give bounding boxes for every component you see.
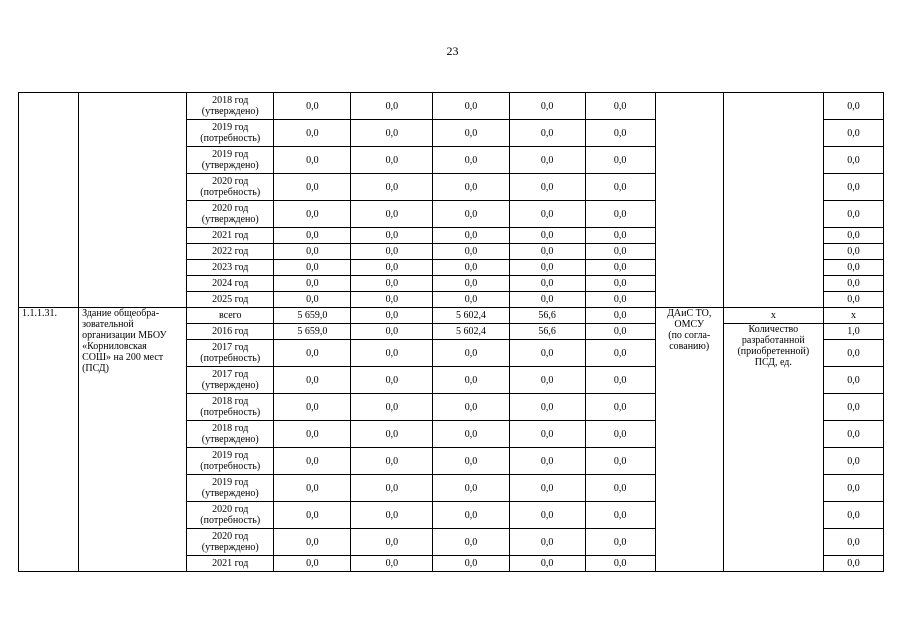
- value-cell: 0,0: [585, 147, 655, 174]
- value-cell: 0,0: [433, 244, 509, 260]
- indicator-value-cell: 0,0: [823, 292, 883, 308]
- value-cell: 0,0: [509, 174, 585, 201]
- value-cell: 0,0: [509, 475, 585, 502]
- year-cell: 2021 год: [187, 228, 274, 244]
- indicator-value-cell: 0,0: [823, 340, 883, 367]
- indicator-value-cell: 0,0: [823, 448, 883, 475]
- value-cell: 0,0: [509, 448, 585, 475]
- value-cell: 0,0: [274, 502, 351, 529]
- indicator-value-cell: х: [823, 308, 883, 324]
- program-table: [18, 92, 884, 572]
- year-cell: 2020 год (утверждено): [187, 529, 274, 556]
- value-cell: 0,0: [585, 448, 655, 475]
- value-cell: 0,0: [509, 529, 585, 556]
- value-cell: 0,0: [274, 421, 351, 448]
- value-cell: 0,0: [433, 448, 509, 475]
- value-cell: 0,0: [433, 421, 509, 448]
- value-cell: 0,0: [509, 421, 585, 448]
- value-cell: 0,0: [585, 324, 655, 340]
- year-cell: 2020 год (потребность): [187, 174, 274, 201]
- item-number-cell: 1.1.1.31.: [19, 308, 79, 572]
- executor-cell: [655, 93, 723, 308]
- indicator-value-cell: 0,0: [823, 147, 883, 174]
- value-cell: 0,0: [433, 502, 509, 529]
- year-cell: 2017 год (потребность): [187, 340, 274, 367]
- value-cell: 0,0: [351, 324, 433, 340]
- value-cell: 0,0: [274, 228, 351, 244]
- year-cell: 2023 год: [187, 260, 274, 276]
- indicator-value-cell: 0,0: [823, 475, 883, 502]
- value-cell: 0,0: [585, 174, 655, 201]
- value-cell: 0,0: [274, 475, 351, 502]
- value-cell: 0,0: [274, 556, 351, 572]
- value-cell: 0,0: [274, 174, 351, 201]
- value-cell: 0,0: [433, 147, 509, 174]
- item-number-cell: [19, 93, 79, 308]
- year-cell: 2018 год (утверждено): [187, 421, 274, 448]
- value-cell: 0,0: [433, 394, 509, 421]
- value-cell: 0,0: [509, 201, 585, 228]
- value-cell: 0,0: [509, 292, 585, 308]
- value-cell: 0,0: [433, 367, 509, 394]
- value-cell: 0,0: [585, 394, 655, 421]
- value-cell: 0,0: [274, 340, 351, 367]
- value-cell: 0,0: [585, 556, 655, 572]
- indicator-value-cell: 0,0: [823, 120, 883, 147]
- value-cell: 0,0: [351, 448, 433, 475]
- indicator-value-cell: 0,0: [823, 228, 883, 244]
- value-cell: 0,0: [509, 120, 585, 147]
- value-cell: 0,0: [351, 276, 433, 292]
- value-cell: 5 602,4: [433, 324, 509, 340]
- value-cell: 0,0: [585, 244, 655, 260]
- value-cell: 0,0: [509, 147, 585, 174]
- value-cell: 0,0: [274, 529, 351, 556]
- indicator-total-cell: х: [723, 308, 823, 324]
- value-cell: 0,0: [274, 292, 351, 308]
- value-cell: 0,0: [274, 260, 351, 276]
- value-cell: 0,0: [509, 260, 585, 276]
- object-name-cell: Здание общеобра- зовательной организации МБОУ «Корниловская СОШ» на 200 мест (ПСД): [79, 308, 187, 572]
- value-cell: 0,0: [509, 93, 585, 120]
- value-cell: 0,0: [509, 340, 585, 367]
- value-cell: 0,0: [585, 340, 655, 367]
- year-cell: 2019 год (потребность): [187, 448, 274, 475]
- value-cell: 0,0: [274, 120, 351, 147]
- value-cell: 0,0: [433, 93, 509, 120]
- value-cell: 5 602,4: [433, 308, 509, 324]
- value-cell: 0,0: [351, 556, 433, 572]
- value-cell: 0,0: [351, 244, 433, 260]
- indicator-value-cell: 0,0: [823, 529, 883, 556]
- value-cell: 0,0: [433, 228, 509, 244]
- year-cell: 2019 год (утверждено): [187, 475, 274, 502]
- year-cell: 2018 год (потребность): [187, 394, 274, 421]
- value-cell: 0,0: [351, 394, 433, 421]
- value-cell: 0,0: [433, 556, 509, 572]
- value-cell: 0,0: [433, 120, 509, 147]
- value-cell: 0,0: [585, 308, 655, 324]
- indicator-value-cell: 0,0: [823, 174, 883, 201]
- value-cell: 0,0: [585, 502, 655, 529]
- value-cell: 0,0: [274, 394, 351, 421]
- value-cell: 0,0: [585, 529, 655, 556]
- page-number: 23: [446, 44, 459, 58]
- year-cell: 2020 год (потребность): [187, 502, 274, 529]
- value-cell: 0,0: [351, 502, 433, 529]
- indicator-value-cell: 0,0: [823, 421, 883, 448]
- indicator-value-cell: 0,0: [823, 201, 883, 228]
- value-cell: 0,0: [274, 367, 351, 394]
- indicator-value-cell: 0,0: [823, 244, 883, 260]
- year-cell: 2017 год (утверждено): [187, 367, 274, 394]
- year-cell: 2020 год (утверждено): [187, 201, 274, 228]
- value-cell: 0,0: [351, 228, 433, 244]
- value-cell: 0,0: [351, 120, 433, 147]
- value-cell: 0,0: [509, 228, 585, 244]
- value-cell: 0,0: [433, 475, 509, 502]
- value-cell: 0,0: [509, 556, 585, 572]
- value-cell: 0,0: [433, 292, 509, 308]
- year-cell: 2022 год: [187, 244, 274, 260]
- value-cell: 0,0: [585, 367, 655, 394]
- value-cell: 0,0: [585, 260, 655, 276]
- year-cell: 2021 год: [187, 556, 274, 572]
- value-cell: 0,0: [351, 529, 433, 556]
- value-cell: 0,0: [433, 340, 509, 367]
- value-cell: 0,0: [585, 421, 655, 448]
- table-body: [19, 93, 884, 572]
- value-cell: 0,0: [585, 93, 655, 120]
- year-cell: 2019 год (утверждено): [187, 147, 274, 174]
- value-cell: 0,0: [585, 201, 655, 228]
- value-cell: 0,0: [274, 448, 351, 475]
- value-cell: 0,0: [509, 367, 585, 394]
- indicator-value-cell: 0,0: [823, 556, 883, 572]
- year-cell: всего: [187, 308, 274, 324]
- value-cell: 0,0: [585, 276, 655, 292]
- value-cell: 0,0: [433, 201, 509, 228]
- value-cell: 0,0: [351, 260, 433, 276]
- year-cell: 2024 год: [187, 276, 274, 292]
- value-cell: 0,0: [351, 147, 433, 174]
- value-cell: 0,0: [509, 394, 585, 421]
- value-cell: 0,0: [585, 120, 655, 147]
- value-cell: 0,0: [274, 93, 351, 120]
- executor-cell: ДАиС ТО, ОМСУ (по согла- сованию): [655, 308, 723, 572]
- year-cell: 2016 год: [187, 324, 274, 340]
- indicator-name-cell: [723, 93, 823, 308]
- value-cell: 0,0: [274, 201, 351, 228]
- table-row: [19, 308, 884, 324]
- value-cell: 0,0: [351, 174, 433, 201]
- value-cell: 0,0: [351, 292, 433, 308]
- year-cell: 2018 год (утверждено): [187, 93, 274, 120]
- value-cell: 0,0: [274, 147, 351, 174]
- value-cell: 0,0: [351, 308, 433, 324]
- value-cell: 0,0: [585, 228, 655, 244]
- value-cell: 0,0: [351, 475, 433, 502]
- indicator-value-cell: 0,0: [823, 260, 883, 276]
- value-cell: 0,0: [433, 174, 509, 201]
- value-cell: 0,0: [351, 340, 433, 367]
- value-cell: 56,6: [509, 308, 585, 324]
- value-cell: 0,0: [433, 260, 509, 276]
- indicator-value-cell: 0,0: [823, 367, 883, 394]
- value-cell: 56,6: [509, 324, 585, 340]
- value-cell: 0,0: [433, 529, 509, 556]
- table-row: [19, 93, 884, 120]
- indicator-value-cell: 1,0: [823, 324, 883, 340]
- value-cell: 0,0: [351, 93, 433, 120]
- indicator-name-cell: Количество разработанной (приобретенной) ПСД, ед.: [723, 324, 823, 572]
- value-cell: 0,0: [274, 244, 351, 260]
- value-cell: 5 659,0: [274, 308, 351, 324]
- indicator-value-cell: 0,0: [823, 276, 883, 292]
- value-cell: 0,0: [274, 276, 351, 292]
- value-cell: 0,0: [351, 201, 433, 228]
- indicator-value-cell: 0,0: [823, 93, 883, 120]
- value-cell: 0,0: [585, 475, 655, 502]
- value-cell: 0,0: [585, 292, 655, 308]
- value-cell: 0,0: [351, 367, 433, 394]
- value-cell: 0,0: [351, 421, 433, 448]
- year-cell: 2025 год: [187, 292, 274, 308]
- indicator-value-cell: 0,0: [823, 502, 883, 529]
- indicator-value-cell: 0,0: [823, 394, 883, 421]
- value-cell: 0,0: [509, 244, 585, 260]
- value-cell: 0,0: [509, 502, 585, 529]
- value-cell: 0,0: [509, 276, 585, 292]
- year-cell: 2019 год (потребность): [187, 120, 274, 147]
- value-cell: 0,0: [433, 276, 509, 292]
- value-cell: 5 659,0: [274, 324, 351, 340]
- object-name-cell: [79, 93, 187, 308]
